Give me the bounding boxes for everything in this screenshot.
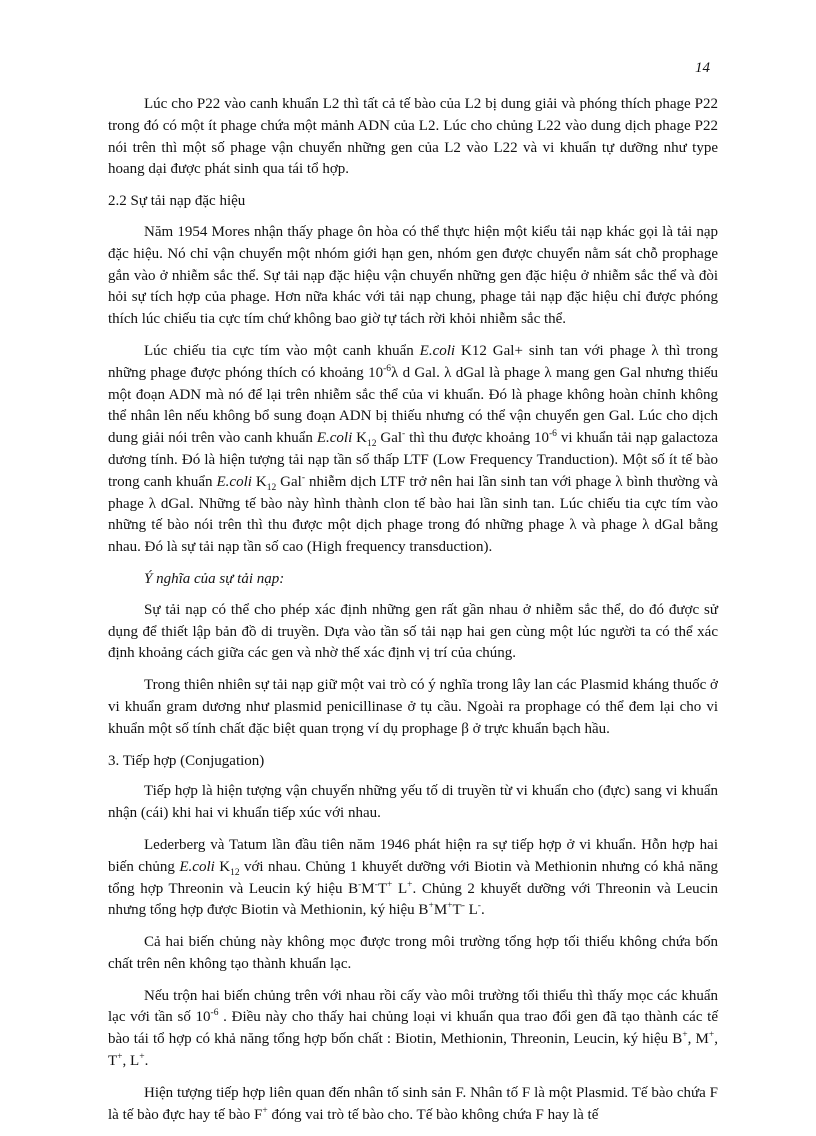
paragraph-fertility-factor [108, 1083, 718, 1127]
superscript: + [139, 1052, 145, 1063]
subheading-meaning-of-transduction: Ý nghĩa của sự tải nạp: [144, 570, 285, 587]
text-run: . Chủng 2 khuyết dưỡng với Threonin và Leucin nhưng tổng hợp được Biotin và Methionin, ký hiệu B [108, 880, 719, 919]
text-run: . Điều này cho thấy hai chủng loại vi khuẩn qua trao đổi gen đã tạo thành các tế bào tái tổ hợp có khả năng tổng hợp bốn chất : Biotin, Methionin, Threonin, Leucin, ký hiệu B [108, 1009, 718, 1048]
subscript: 12 [230, 867, 240, 878]
species-name: E.coli [419, 342, 456, 359]
paragraph-conjugation-definition: Tiếp hợp là hiện tượng vận chuyển những yếu tố di truyền từ vi khuẩn cho (đực) sang vi khuẩn nhận (cái) khi hai vi khuẩn tiếp xúc với nhau. [108, 783, 718, 822]
superscript: - [402, 429, 406, 440]
text-run: Gal [376, 430, 403, 447]
text-run: M [361, 880, 375, 897]
species-name: E.coli [316, 430, 353, 447]
paragraph-uv-induction [108, 341, 718, 559]
section-heading-conjugation: 3. Tiếp hợp (Conjugation) [108, 752, 265, 769]
page-body [108, 94, 718, 1136]
text-run: Gal [276, 473, 302, 490]
text-run: , T [108, 1031, 718, 1070]
text-run: L [397, 880, 408, 897]
superscript: + [386, 879, 393, 890]
text-run: K12 Gal+ sinh tan với phage λ thì trong những phage được phóng thích có khoảng 10 [108, 342, 718, 381]
superscript: - [477, 901, 481, 912]
text-run: Lúc chiếu tia cực tím vào một canh khuẩn [144, 342, 420, 359]
superscript: -6 [210, 1008, 219, 1019]
text-run: L [468, 902, 478, 919]
superscript: -6 [549, 429, 557, 440]
superscript: + [447, 901, 453, 912]
text-run: với nhau. Chủng 1 khuyết dưỡng với Biotin và Methionin nhưng có khả năng tổng hợp Threonin và Leucin ký hiệu B [108, 858, 719, 897]
superscript: + [428, 901, 434, 912]
superscript: + [682, 1030, 688, 1041]
species-name: E.coli [179, 858, 215, 875]
text-run: . [480, 902, 485, 919]
page-number: 14 [695, 60, 710, 76]
superscript: + [117, 1052, 123, 1063]
subscript: 12 [266, 482, 277, 493]
text-run: Hiện tượng tiếp hợp liên quan đến nhân tố sinh sản F. Nhân tố F là một Plasmid. Tế bào chứa F là tế bào đực hay tế bào F [108, 1084, 718, 1123]
text-run: K [352, 430, 367, 447]
superscript: - [358, 879, 362, 890]
text-run: vi khuẩn tải nạp galactoza dương tính. Đó là hiện tượng tải nạp tần số thấp LTF (Low Frequency Tranduction). Một số ít tế bào trong canh khuẩn [108, 430, 718, 490]
superscript: + [262, 1105, 268, 1116]
text-run: nhiễm dịch LTF trở nên hai lần sinh tan với phage λ bình thường và phage λ dGal. Những tế bào này hình thành clon tế bào hai lần sinh tan. Lúc chiếu tia cực tím vào những tế bào nói trên thì thu được một dịch phage trong đó những phage λ và phage λ dGal bằng nhau. Đó là sự tải nạp tần số cao (High frequency transduction). [108, 473, 718, 556]
text-run: . [144, 1053, 149, 1070]
paragraph-lederberg-tatum [108, 835, 718, 922]
subscript: 12 [366, 439, 377, 450]
superscript: - [374, 879, 378, 890]
superscript: - [301, 472, 306, 483]
text-run: Nếu trộn hai biến chủng trên với nhau rồi cấy vào môi trường tối thiểu thì thấy mọc các khuẩn lạc với tần số 10 [108, 987, 718, 1026]
superscript: -6 [383, 363, 392, 374]
text-run: , L [122, 1053, 140, 1070]
paragraph-p22-transduction: Lúc cho P22 vào canh khuẩn L2 thì tất cả tế bào của L2 bị dung giải và phóng thích phage P22 trong đó có một ít phage chứa một mảnh ADN của L2. Lúc cho chủng L22 vào dung dịch phage P22 nói trên thì một số phage vận chuyển những gen của L2 vào L22 và vi khuẩn tự dưỡng như type hoang dại được phát sinh qua tái tổ hợp. [108, 96, 718, 178]
text-run: K [214, 858, 231, 875]
paragraph-gene-mapping: Sự tải nạp có thể cho phép xác định những gen rất gần nhau ở nhiễm sắc thể, do đó được sử dụng để thiết lập bản đồ di truyền. Dựa vào tần số tải nạp hai gen cùng một lúc người ta có thể xác định khoảng cách giữa các gen và nhờ thế xác định vị trí của chúng. [108, 601, 718, 662]
paragraph-recombinant-colonies [108, 986, 718, 1073]
superscript: - [461, 901, 465, 912]
text-run: M [433, 902, 448, 919]
paragraph-minimal-medium: Cả hai biến chủng này không mọc được trong môi trường tổng hợp tối thiểu không chứa bốn chất trên nên không tạo thành khuẩn lạc. [108, 934, 718, 972]
species-name: E.coli [216, 473, 252, 490]
text-run: K [251, 473, 267, 490]
paragraph-plasmid-spread: Trong thiên nhiên sự tải nạp giữ một vai trò có ý nghĩa trong lây lan các Plasmid kháng thuốc ở vi khuẩn gram dương như plasmid penicillinase ở tụ cầu. Ngoài ra prophage có thể đem lại cho vi khuẩn một số tính chất đặc biệt quan trọng ví dụ prophage β ở trực khuẩn bạch hầu. [108, 677, 718, 737]
text-run: Lederberg và Tatum lần đầu tiên năm 1946 phát hiện ra sự tiếp hợp ở vi khuẩn. Hỗn hợp hai biến chủng [108, 836, 718, 875]
superscript: + [407, 879, 413, 890]
text-run: đóng vai trò tế bào cho. Tế bào không chứa F hay là tế [267, 1106, 599, 1123]
text-run: T [377, 880, 387, 897]
paragraph-specialized-transduction: Năm 1954 Mores nhận thấy phage ôn hòa có thể thực hiện một kiểu tải nạp khác gọi là tải nạp đặc hiệu. Nó chỉ vận chuyển một nhóm giới hạn gen, nhóm gen được chuyển nằm sát chỗ prophage gắn vào ở nhiễm sắc thể. Sự tải nạp đặc hiệu vận chuyển những gen đặc hiệu ở nhiễm sắc thể và đòi hỏi sự tích hợp của phage. Hơn nữa khác với tải nạp chung, phage tải nạp đặc hiệu chỉ được phóng thích lúc chiếu tia cực tím chứ không bao giờ tự tách rời khỏi nhiễm sắc thể. [108, 223, 718, 328]
text-run: thì thu được khoảng 10 [405, 430, 550, 447]
text-run: , M [687, 1031, 709, 1048]
text-run: λ d Gal. λ dGal là phage λ mang gen Gal nhưng thiếu một đoạn ADN mà nó để lại trên nhiễm sắc thể của vi khuẩn. Đó là phage không hoàn chỉnh không thể nhân lên nếu không bổ sung đoạn ADN bị thiếu nhưng có thể vận chuyển gen Gal. Lúc cho dịch dung giải nói trên vào canh khuẩn [108, 364, 718, 447]
superscript: + [708, 1030, 715, 1041]
text-run: T [452, 902, 462, 919]
section-heading-specialized-transduction: 2.2 Sự tải nạp đặc hiệu [108, 193, 246, 210]
